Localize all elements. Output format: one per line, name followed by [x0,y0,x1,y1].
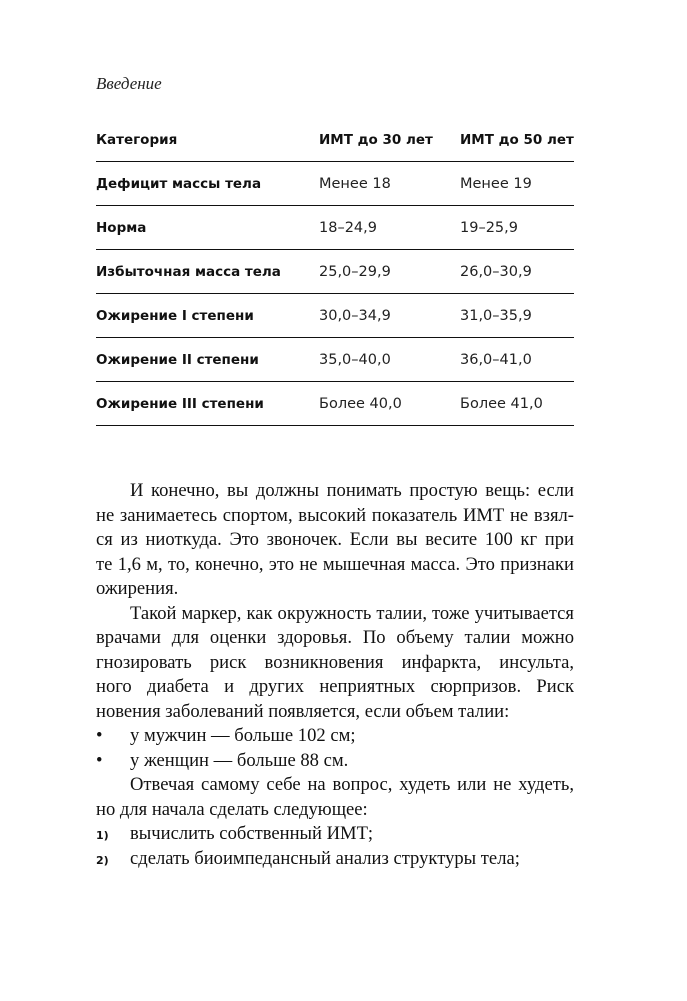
category-cell: Ожирение III степени [96,382,319,426]
text-line: новения заболеваний появляется, если объем талии: [96,700,510,722]
table-row [96,338,574,382]
text-line: ся из ниоткуда. Это звоночек. Если вы весите 100 кг при [96,529,574,550]
text-line: врачами для оценки здоровья. По объему талии можно [96,627,574,648]
list-item-text: сделать биоимпедансный анализ структуры тела; [130,847,520,869]
text-line: ного диабета и других неприятных сюрпризов. Риск [96,676,574,697]
text-line: те 1,6 м, то, конечно, это не мышечная масса. Это признаки [96,553,574,575]
text-line: гнозировать риск возникновения инфаркта, инсульта, [96,651,574,673]
list-item-text: у женщин — больше 88 см. [130,749,349,771]
column-header-under30: ИМТ до 30 лет [319,118,460,162]
category-cell: Избыточная масса тела [96,250,319,294]
table-row [96,206,574,250]
list-number: 2) [96,853,109,867]
table-row [96,294,574,338]
category-cell: Дефицит массы тела [96,162,319,206]
under50-cell: 19–25,9 [460,206,574,250]
under50-cell: 26,0–30,9 [460,250,574,294]
list-item [96,847,574,872]
under30-cell: 18–24,9 [319,206,460,250]
bullet-icon: • [96,749,103,771]
table-row [96,250,574,294]
table-header-row [96,118,574,162]
text-line: ожирения. [96,578,179,599]
list-number: 1) [96,829,109,842]
under30-cell: 30,0–34,9 [319,294,460,338]
text-line: но для начала сделать следующее: [96,798,368,820]
text-line: Отвечая самому себе на вопрос, худеть или не худеть, [130,774,574,795]
list-item-text: у мужчин — больше 102 см; [130,725,356,746]
under30-cell: Менее 18 [319,162,460,206]
under50-cell: 31,0–35,9 [460,294,574,338]
list-item-text: вычислить собственный ИМТ; [130,823,374,844]
category-cell: Ожирение II степени [96,338,319,382]
under50-cell: Более 41,0 [460,382,574,426]
list-item [96,822,574,847]
bmi-table [96,118,574,426]
under50-cell: 36,0–41,0 [460,338,574,382]
body-text [96,479,574,871]
list-item [96,749,574,774]
bullet-icon: • [96,725,103,746]
column-header-under50: ИМТ до 50 лет [460,118,574,162]
table-row [96,162,574,206]
column-header-category: Категория [96,118,319,162]
under30-cell: Более 40,0 [319,382,460,426]
running-head: Введение [96,74,162,93]
under30-cell: 35,0–40,0 [319,338,460,382]
category-cell: Ожирение I степени [96,294,319,338]
table-row [96,382,574,426]
under30-cell: 25,0–29,9 [319,250,460,294]
text-line: И конечно, вы должны понимать простую вещь: если [130,480,574,501]
list-item [96,724,574,749]
under50-cell: Менее 19 [460,162,574,206]
text-line: Такой маркер, как окружность талии, тоже учитывается [130,602,574,624]
category-cell: Норма [96,206,319,250]
text-line: не занимаетесь спортом, высокий показатель ИМТ не взял- [96,504,574,526]
